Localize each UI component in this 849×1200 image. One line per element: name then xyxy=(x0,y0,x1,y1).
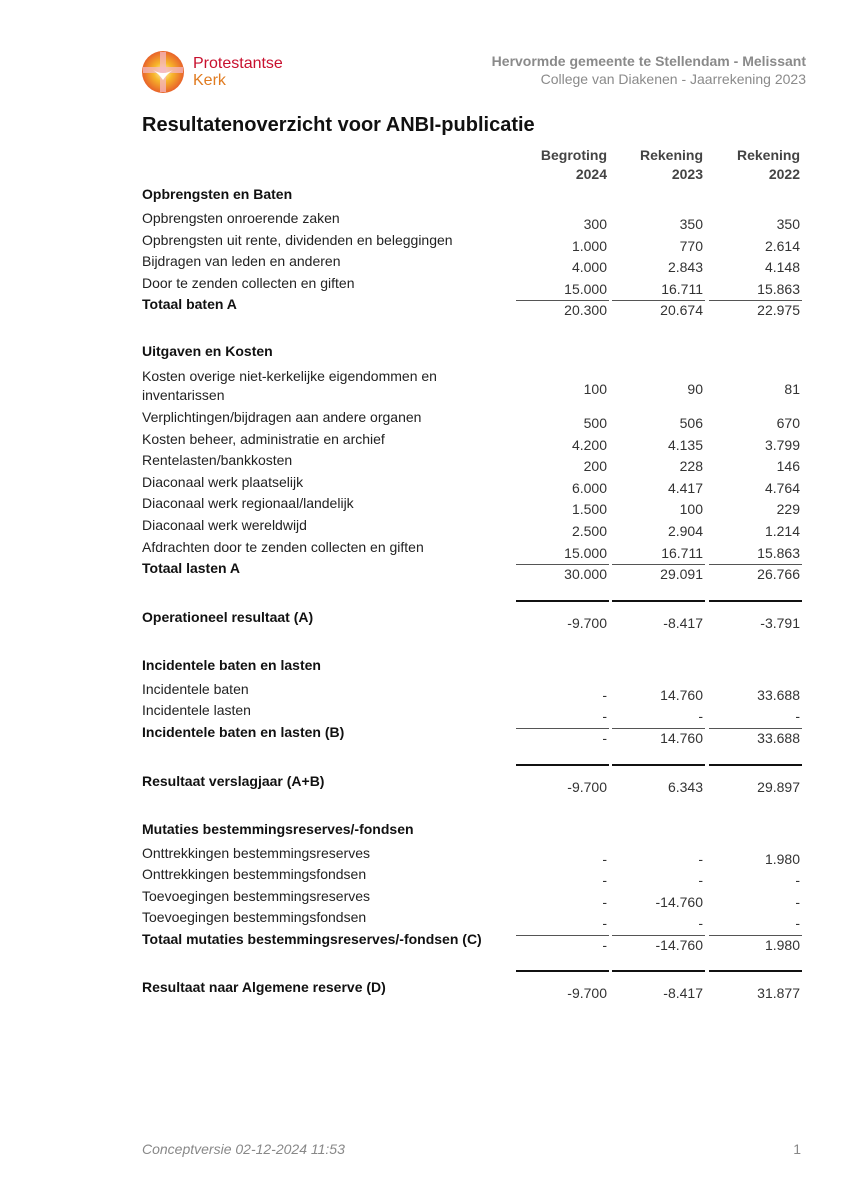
section-title-opbrengsten xyxy=(142,186,806,210)
total-line xyxy=(612,970,705,972)
cell-value: 20.300 xyxy=(564,302,607,319)
cell-value: 4.200 xyxy=(571,436,607,453)
row-label: Incidentele baten en lasten xyxy=(142,656,321,673)
total-line xyxy=(612,600,705,602)
row-label: Onttrekkingen bestemmingsreserves xyxy=(142,844,370,861)
column-header-row xyxy=(142,146,806,186)
cell-value: -3.791 xyxy=(760,614,800,631)
cell-value: 4.764 xyxy=(764,479,800,496)
row-label: Verplichtingen/bijdragen aan andere organen xyxy=(142,408,422,425)
cell-value: 31.877 xyxy=(757,985,800,1002)
cell-value: 1.000 xyxy=(571,237,607,254)
cell-value: 15.000 xyxy=(564,544,607,561)
table-row xyxy=(142,539,806,561)
cell-value: - xyxy=(602,686,607,703)
cell-value: 33.688 xyxy=(757,686,800,703)
row-label: Kosten beheer, administratie en archief xyxy=(142,430,385,447)
subtotal-line xyxy=(612,935,705,936)
row-label: Incidentele baten xyxy=(142,680,249,697)
section-title-uitgaven xyxy=(142,343,806,367)
cell-value: 16.711 xyxy=(661,544,703,561)
row-label: Uitgaven en Kosten xyxy=(142,342,273,359)
cell-value: 200 xyxy=(583,458,607,475)
cell-value: 29.897 xyxy=(757,778,800,795)
row-label: Resultaat verslagjaar (A+B) xyxy=(142,772,325,789)
total-row-incidenteel xyxy=(142,724,806,746)
cell-value: - xyxy=(602,850,607,867)
cell-value: 4.000 xyxy=(571,259,607,276)
cell-value: 2.614 xyxy=(764,237,800,254)
row-label: Opbrengsten onroerende zaken xyxy=(142,210,340,226)
column-header-rekening-2022: Rekening 2022 xyxy=(736,147,800,182)
row-label: Totaal baten A xyxy=(142,296,237,313)
cell-value: 26.766 xyxy=(757,566,800,583)
row-label: Opbrengsten uit rente, dividenden en beleggingen xyxy=(142,231,453,248)
row-label: Diaconaal werk plaatselijk xyxy=(142,473,304,490)
cell-value: 22.975 xyxy=(757,302,800,319)
cell-value: 146 xyxy=(776,458,800,475)
cell-value: 15.000 xyxy=(564,280,607,297)
column-header-rekening-2023: Rekening 2023 xyxy=(639,147,703,182)
total-line xyxy=(612,764,705,766)
subtotal-line xyxy=(709,300,802,301)
total-line xyxy=(516,600,609,602)
table-row xyxy=(142,517,806,539)
total-row-resultaat-algemene-reserve xyxy=(142,979,806,1003)
cell-value: 4.417 xyxy=(667,479,703,496)
cell-value: 1.980 xyxy=(764,850,800,867)
cell-value: 2.500 xyxy=(571,522,607,539)
row-label: Kosten overige niet-kerkelijke eigendommen en inventarissen xyxy=(142,367,437,403)
logo-text-protestantse: Protestantse xyxy=(193,55,283,72)
row-label: Diaconaal werk regionaal/landelijk xyxy=(142,495,354,512)
table-row xyxy=(142,702,806,724)
cell-value: -14.760 xyxy=(655,936,703,953)
cell-value: -8.417 xyxy=(663,614,703,631)
logo-text-kerk: Kerk xyxy=(193,72,226,89)
cell-value: 14.760 xyxy=(660,686,703,703)
cell-value: - xyxy=(795,708,800,725)
cell-value: 6.343 xyxy=(667,778,703,795)
cell-value: 1.214 xyxy=(764,522,800,539)
row-label: Afdrachten door te zenden collecten en giften xyxy=(142,538,424,555)
total-line xyxy=(709,600,802,602)
cell-value: 229 xyxy=(776,501,800,518)
subtotal-line xyxy=(516,728,609,729)
row-label: Toevoegingen bestemmingsreserves xyxy=(142,887,371,904)
cell-value: 33.688 xyxy=(757,729,800,746)
table-row xyxy=(142,253,806,275)
subtotal-line xyxy=(709,564,802,565)
subtotal-line xyxy=(709,728,802,729)
cell-value: -9.700 xyxy=(567,614,607,631)
page-title: Resultatenoverzicht voor ANBI-publicatie xyxy=(142,114,535,136)
row-label: Onttrekkingen bestemmingsfondsen xyxy=(142,866,367,883)
cell-value: 90 xyxy=(687,380,703,397)
total-row-lasten xyxy=(142,560,806,582)
subtotal-line xyxy=(516,935,609,936)
row-label: Incidentele baten en lasten (B) xyxy=(142,723,345,740)
table-row xyxy=(142,474,806,496)
row-label: Mutaties bestemmingsreserves/-fondsen xyxy=(142,820,414,837)
cell-value: - xyxy=(602,708,607,725)
cell-value: 228 xyxy=(679,458,703,475)
total-row-operationeel xyxy=(142,609,806,633)
cell-value: 300 xyxy=(583,216,607,232)
cell-value: -9.700 xyxy=(567,985,607,1002)
cell-value: - xyxy=(698,872,703,889)
row-label: Rentelasten/bankkosten xyxy=(142,452,293,469)
cell-value: 670 xyxy=(776,414,800,431)
row-label: Door te zenden collecten en giften xyxy=(142,274,355,291)
table-row xyxy=(142,888,806,910)
total-row-mutaties xyxy=(142,931,806,953)
cell-value: 15.863 xyxy=(757,280,800,297)
table-row xyxy=(142,431,806,453)
total-line xyxy=(516,764,609,766)
table-row xyxy=(142,367,806,409)
section-title-mutaties xyxy=(142,821,806,845)
cell-value: 29.091 xyxy=(660,566,703,583)
subtotal-line xyxy=(612,564,705,565)
table-row xyxy=(142,210,806,232)
cell-value: - xyxy=(698,915,703,932)
subtotal-line xyxy=(516,300,609,301)
cell-value: - xyxy=(602,915,607,932)
row-label: Incidentele lasten xyxy=(142,702,251,719)
cell-value: 100 xyxy=(679,501,703,518)
row-label: Operationeel resultaat (A) xyxy=(142,608,314,625)
total-row-baten xyxy=(142,296,806,318)
row-label: Toevoegingen bestemmingsfondsen xyxy=(142,909,367,926)
total-row-resultaat-verslagjaar xyxy=(142,773,806,797)
cell-value: - xyxy=(602,893,607,910)
total-line xyxy=(709,764,802,766)
church-sun-dove-icon xyxy=(141,50,185,94)
cell-value: 20.674 xyxy=(660,302,703,319)
cell-value: - xyxy=(795,893,800,910)
table-row xyxy=(142,409,806,431)
row-label: Totaal mutaties bestemmingsreserves/-fondsen (C) xyxy=(142,930,482,947)
cell-value: - xyxy=(698,850,703,867)
organization-name: Hervormde gemeente te Stellendam - Melissant xyxy=(491,53,806,69)
subtotal-line xyxy=(709,935,802,936)
cell-value: 350 xyxy=(776,216,800,232)
subtotal-line xyxy=(612,728,705,729)
page-number: 1 xyxy=(793,1141,801,1157)
row-label: Totaal lasten A xyxy=(142,560,241,577)
cell-value: 4.135 xyxy=(667,436,703,453)
column-header-begroting-2024: Begroting 2024 xyxy=(540,147,607,182)
cell-value: 500 xyxy=(583,414,607,431)
table-row xyxy=(142,866,806,888)
cell-value: 2.904 xyxy=(667,522,703,539)
cell-value: 3.799 xyxy=(764,436,800,453)
cell-value: - xyxy=(602,729,607,746)
section-title-incidenteel xyxy=(142,657,806,681)
table-row xyxy=(142,275,806,297)
cell-value: -14.760 xyxy=(655,893,703,910)
row-label: Bijdragen van leden en anderen xyxy=(142,253,341,270)
table-row xyxy=(142,452,806,474)
row-label: Resultaat naar Algemene reserve (D) xyxy=(142,979,386,996)
table-row xyxy=(142,681,806,703)
cell-value: 770 xyxy=(679,237,703,254)
document-subtitle: College van Diakenen - Jaarrekening 2023 xyxy=(540,71,806,87)
protestantse-kerk-logo xyxy=(141,50,283,94)
row-label: Opbrengsten en Baten xyxy=(142,186,293,202)
footer-version: Conceptversie 02-12-2024 11:53 xyxy=(142,1141,345,1157)
table-row xyxy=(142,845,806,867)
table-row xyxy=(142,909,806,931)
cell-value: 81 xyxy=(784,380,800,397)
document-header xyxy=(492,52,806,88)
cell-value: 30.000 xyxy=(564,566,607,583)
cell-value: - xyxy=(795,872,800,889)
cell-value: - xyxy=(602,936,607,953)
cell-value: -9.700 xyxy=(567,778,607,795)
row-label: Diaconaal werk wereldwijd xyxy=(142,516,307,533)
cell-value: 2.843 xyxy=(667,259,703,276)
cell-value: 1.500 xyxy=(571,501,607,518)
total-line xyxy=(516,970,609,972)
cell-value: 16.711 xyxy=(661,280,703,297)
cell-value: -8.417 xyxy=(663,985,703,1002)
table-row xyxy=(142,495,806,517)
cell-value: 350 xyxy=(679,216,703,232)
cell-value: 4.148 xyxy=(764,259,800,276)
results-table xyxy=(142,146,806,1003)
subtotal-line xyxy=(612,300,705,301)
cell-value: 1.980 xyxy=(764,936,800,953)
cell-value: 15.863 xyxy=(757,544,800,561)
cell-value: 6.000 xyxy=(571,479,607,496)
table-row xyxy=(142,232,806,254)
subtotal-line xyxy=(516,564,609,565)
cell-value: 506 xyxy=(679,414,703,431)
total-line xyxy=(709,970,802,972)
cell-value: 14.760 xyxy=(660,729,703,746)
cell-value: - xyxy=(602,872,607,889)
cell-value: 100 xyxy=(583,380,607,397)
cell-value: - xyxy=(698,708,703,725)
cell-value: - xyxy=(795,915,800,932)
